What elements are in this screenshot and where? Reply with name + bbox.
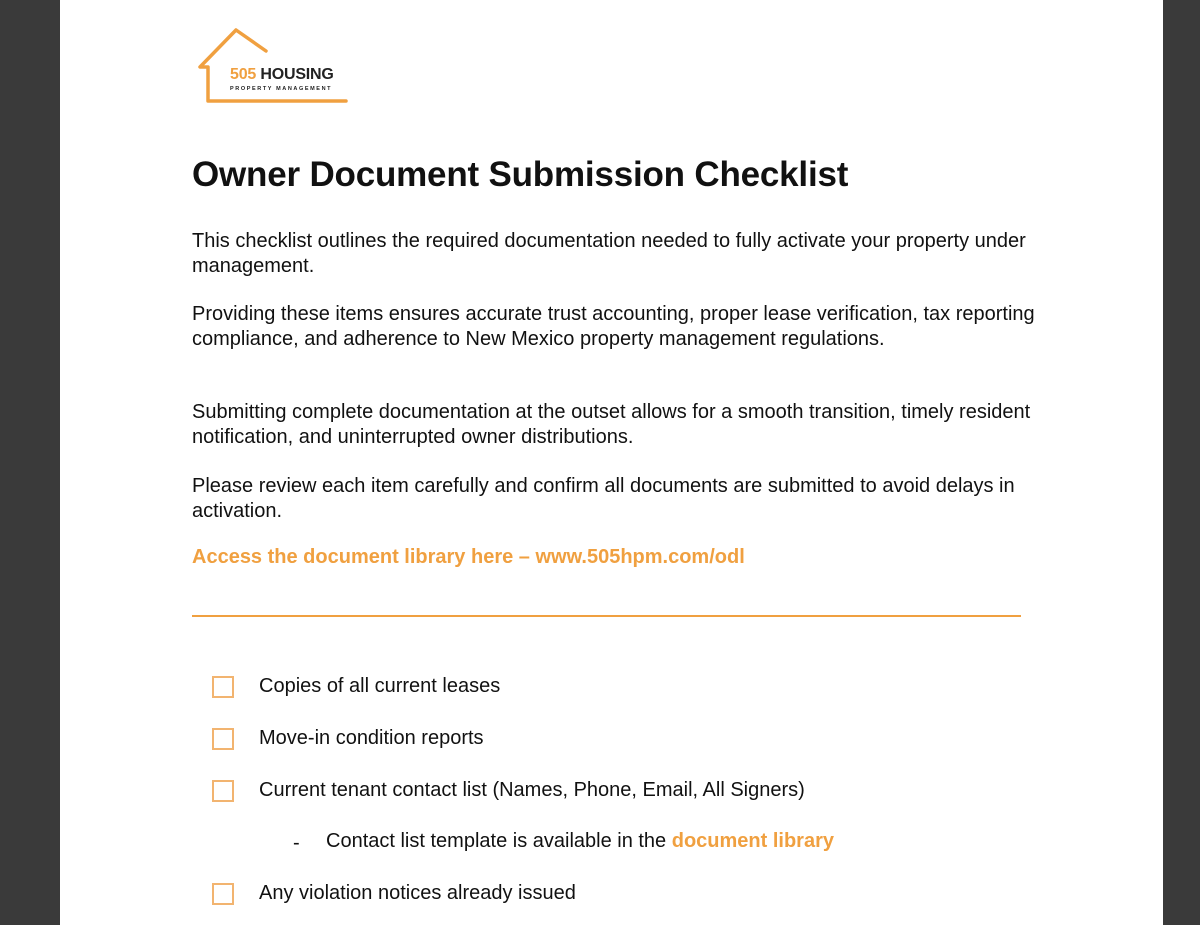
checkbox[interactable]	[212, 676, 234, 698]
checklist-item-label: Move-in condition reports	[259, 727, 484, 749]
note-text: Contact list template is available in the document library	[326, 830, 834, 852]
section-divider	[192, 615, 1021, 617]
checklist-item-label: Current tenant contact list (Names, Phone, Email, All Signers)	[259, 779, 805, 801]
requirements-paragraph: Providing these items ensures accurate trust accounting, proper lease verification, tax reporting compliance, and adherence to New Mexico property management regulations.	[192, 303, 1035, 350]
checkbox[interactable]	[212, 728, 234, 750]
page-title: Owner Document Submission Checklist	[192, 155, 849, 194]
checklist-item-label: Copies of all current leases	[259, 675, 501, 697]
transition-paragraph: Submitting complete documentation at the outset allows for a smooth transition, timely resident notification, and uninterrupted owner distributions.	[192, 401, 1031, 448]
document-library-link[interactable]: Access the document library here – www.505hpm.com/odl	[192, 546, 745, 568]
intro-paragraph: This checklist outlines the required documentation needed to fully activate your property under management.	[192, 230, 1026, 277]
checklist-item-label: Any violation notices already issued	[259, 882, 576, 904]
bullet-dash: -	[293, 832, 300, 854]
company-logo	[196, 27, 356, 107]
document-library-inline-link[interactable]: document library	[671, 830, 834, 852]
document-page	[60, 0, 1163, 925]
logo-wordmark: 505 HOUSING	[230, 66, 334, 83]
checkbox[interactable]	[212, 780, 234, 802]
review-paragraph: Please review each item carefully and confirm all documents are submitted to avoid delays in activation.	[192, 475, 1015, 522]
logo-subtitle: PROPERTY MANAGEMENT	[230, 86, 333, 92]
checkbox[interactable]	[212, 883, 234, 905]
